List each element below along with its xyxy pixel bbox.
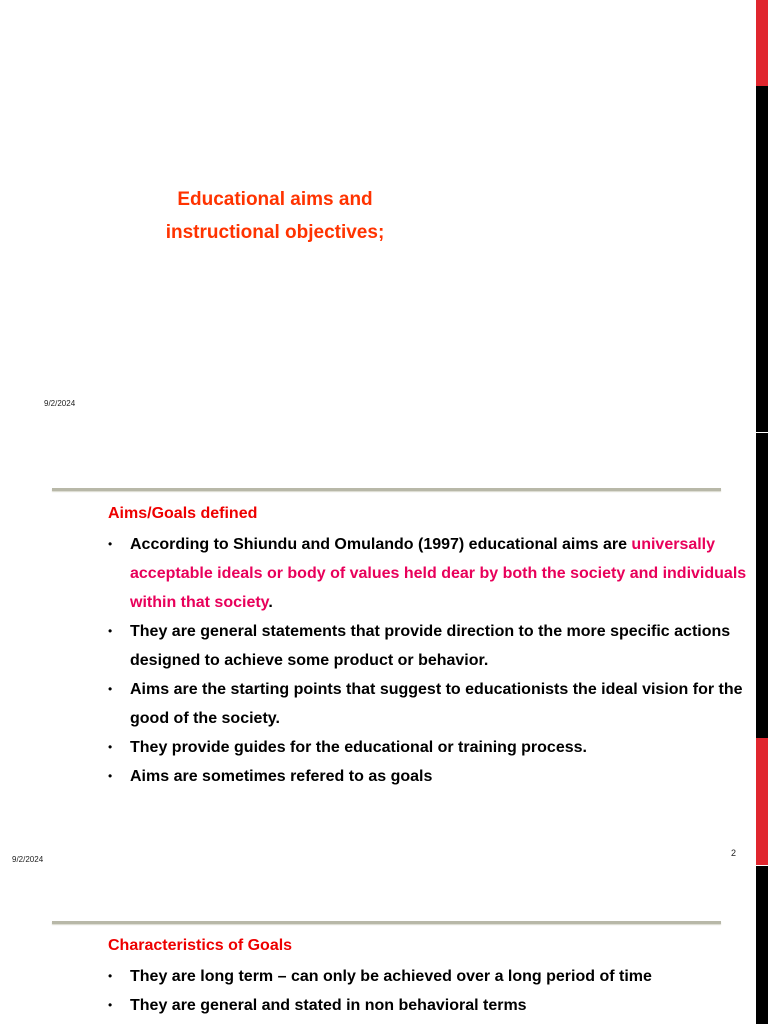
edge-accent-black bbox=[756, 433, 768, 738]
slide-date: 9/2/2024 bbox=[12, 855, 44, 864]
list-item bbox=[108, 733, 748, 762]
edge-accent-black bbox=[756, 86, 768, 432]
slide-goal-characteristics bbox=[0, 866, 768, 1024]
bullet-icon: • bbox=[108, 624, 113, 638]
divider-rule bbox=[52, 921, 721, 924]
slide-title-text bbox=[120, 183, 430, 249]
edge-accent-red bbox=[756, 738, 768, 865]
bullet-text: Aims are the starting points that suggest to educationists the ideal vision for the good of the society. bbox=[130, 681, 743, 727]
bullet-text: Aims are sometimes refered to as goals bbox=[130, 768, 433, 785]
bullet-text: They are general statements that provide direction to the more specific actions designed to achieve some product or behavior. bbox=[130, 623, 731, 669]
edge-accent-black bbox=[756, 866, 768, 1024]
slide-heading: Aims/Goals defined bbox=[108, 505, 258, 522]
list-item bbox=[108, 675, 748, 733]
page-number: 2 bbox=[731, 848, 737, 858]
list-item bbox=[108, 991, 748, 1020]
bullet-text: They are long term – can only be achieved over a long period of time bbox=[130, 968, 652, 985]
title-line-1: Educational aims and bbox=[177, 189, 373, 210]
bullet-list bbox=[108, 530, 748, 791]
list-item bbox=[108, 962, 748, 991]
divider-rule bbox=[52, 488, 721, 491]
list-item bbox=[108, 762, 748, 791]
bullet-icon: • bbox=[108, 740, 113, 754]
bullet-icon: • bbox=[108, 537, 113, 551]
bullet-icon: • bbox=[108, 969, 113, 983]
list-item bbox=[108, 530, 748, 617]
slide-title bbox=[0, 0, 768, 432]
bullet-list bbox=[108, 962, 748, 1020]
bullet-end: . bbox=[268, 594, 273, 611]
slide-heading: Characteristics of Goals bbox=[108, 937, 293, 954]
bullet-highlight: universally acceptable ideals or body of values held dear by both the society and individuals within that society bbox=[130, 536, 747, 611]
slide-aims-defined bbox=[0, 433, 768, 865]
title-line-2: instructional objectives; bbox=[165, 222, 385, 243]
bullet-icon: • bbox=[108, 682, 113, 696]
list-item bbox=[108, 617, 748, 675]
bullet-icon: • bbox=[108, 998, 113, 1012]
bullet-text: They provide guides for the educational or training process. bbox=[130, 739, 587, 756]
bullet-text: According to Shiundu and Omulando (1997) educational aims are bbox=[130, 536, 627, 553]
bullet-text: They are general and stated in non behavioral terms bbox=[130, 997, 527, 1014]
bullet-icon: • bbox=[108, 769, 113, 783]
slide-date: 9/2/2024 bbox=[44, 399, 76, 408]
edge-accent-red bbox=[756, 0, 768, 86]
